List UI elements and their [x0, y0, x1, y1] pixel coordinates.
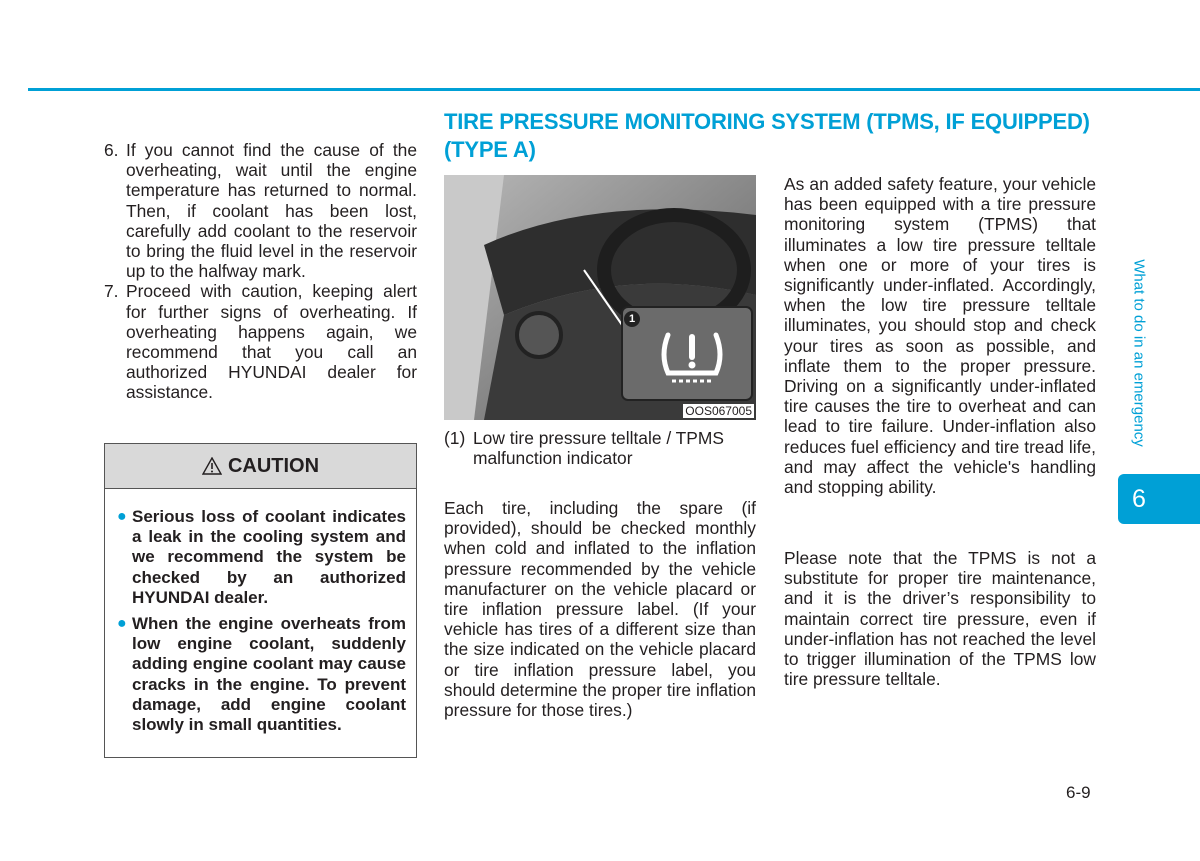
caution-text: Serious loss of coolant indicates a leak in the cooling system and we recommend the system be checked by an authorized HYUNDAI dealer.	[132, 507, 406, 607]
caution-header	[105, 444, 416, 489]
caution-box	[104, 443, 417, 758]
step-text: If you cannot find the cause of the overheating, wait until the engine temperature has returned to normal. Then, if coolant has been lost, carefully add coolant to the reservoir to bring the fluid level in the reservoir up to the halfway mark.	[126, 140, 417, 282]
page-number: 6-9	[1066, 783, 1091, 802]
warning-triangle-icon	[202, 457, 222, 475]
image-code: OOS067005	[685, 404, 752, 418]
figure-caption	[444, 428, 756, 468]
paragraph-spare: Each tire, including the spare (if provided), should be checked monthly when cold and inflated to the inflation pressure recommended by the vehicle manufacturer on the vehicle placard or tire inflation pressure label. (If your vehicle has tires of a different size than the size indicated on the vehicle placard or tire inflation pressure label, you should determine the proper tire inflation pressure for those tires.)	[444, 498, 756, 721]
paragraph-note: Please note that the TPMS is not a substitute for proper tire maintenance, and it is the driver’s responsibility to maintain correct tire pressure, even if under-inflation has not reached the level to trigger illumination of the TPMS low tire pressure telltale.	[784, 548, 1096, 690]
step-text: Proceed with caution, keeping alert for further signs of overheating. If overheating happens again, we recommend that you call an authorized HYUNDAI dealer for assistance.	[126, 281, 417, 403]
step-number: 7.	[104, 281, 119, 302]
chapter-number: 6	[1132, 484, 1146, 513]
step-7	[104, 281, 417, 402]
caution-item	[117, 614, 406, 735]
overheating-steps	[104, 140, 417, 403]
chapter-title: What to do in an emergency	[1130, 259, 1148, 447]
caution-text: When the engine overheats from low engine coolant, suddenly adding engine coolant may cause cracks in the engine. To prevent damage, add engine coolant slowly in small quantities.	[132, 614, 406, 735]
tpms-warning-icon	[654, 325, 730, 385]
caption-number: (1)	[444, 428, 466, 448]
dashboard-photo	[444, 175, 756, 420]
bullet-icon: ●	[117, 508, 127, 525]
chapter-side-title	[1129, 240, 1149, 466]
caution-item	[117, 507, 406, 608]
caution-list	[105, 489, 416, 735]
caption-text: Low tire pressure telltale / TPMS malfunction indicator	[473, 428, 724, 469]
step-6	[104, 140, 417, 281]
paragraph-feature: As an added safety feature, your vehicle has been equipped with a tire pressure monitoring system (TPMS) that illuminates a low tire pressure telltale when one or more of your tires is significantly under-inflated. Accordingly, when the low tire pressure telltale illuminates, you should stop and check your tires as soon as possible, and inflate them to the proper pressure. Driving on a significantly under-inflated tire causes the tire to overheat and can lead to tire failure. Under-inflation also reduces fuel efficiency and tire tread life, and may affect the vehicle's handling and stopping ability.	[784, 174, 1096, 498]
step-number: 6.	[104, 140, 119, 160]
caution-title: CAUTION	[227, 454, 320, 477]
header-rule	[28, 88, 1200, 91]
bullet-icon: ●	[117, 615, 127, 633]
section-title: TIRE PRESSURE MONITORING SYSTEM (TPMS, IF EQUIPPED) (TYPE A)	[444, 109, 1090, 162]
chapter-tab	[1118, 474, 1200, 524]
callout-marker: 1	[624, 311, 640, 327]
